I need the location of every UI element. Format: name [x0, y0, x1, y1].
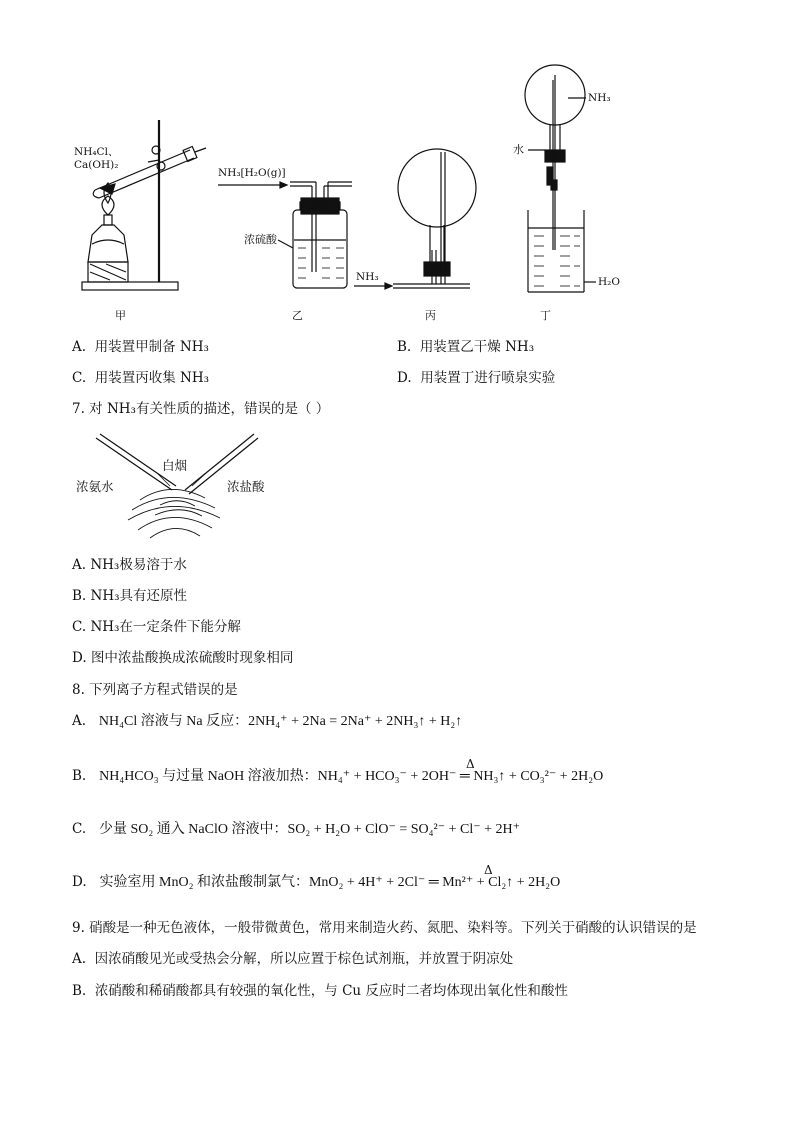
q9-option-b[interactable]: [72, 985, 568, 999]
caption-yi: 乙: [292, 309, 303, 322]
q7-option-b-letter: B.: [72, 588, 87, 604]
q7-option-d-text: 图中浓盐酸换成浓硫酸时现象相同: [90, 650, 294, 666]
yi-gas-label: NH₃[H₂O(g)]: [218, 167, 286, 179]
fig-smoke-label: 白烟: [162, 458, 188, 473]
ding-water-label: 水: [513, 143, 524, 156]
jia-reagent-label-2: Ca(OH)₂: [74, 159, 119, 171]
q9-option-a-text: 因浓硝酸见光或受热会分解，所以应置于棕色试剂瓶，并放置于阴凉处: [94, 951, 514, 967]
q8-option-c[interactable]: [72, 823, 520, 837]
q6-option-c-letter: C.: [72, 370, 87, 386]
q6-option-c-text: 用装置丙收集 NH₃: [94, 370, 210, 386]
q8-option-d-text: 实验室用 MnO₂ 和浓盐酸制氯气：MnO₂ + 4H⁺ + 2Cl⁻ ═ Mn²⁺ + Cl₂↑ + 2H₂O: [99, 875, 561, 890]
q6-option-b[interactable]: [397, 341, 534, 355]
q7-option-d[interactable]: [72, 652, 293, 666]
q7-option-d-letter: D.: [72, 650, 87, 666]
q8-option-a-text: NH₄Cl 溶液与 Na 反应：2NH₄⁺ + 2Na = 2Na⁺ + 2NH₃↑ + H₂↑: [98, 714, 463, 729]
yi-liquid-label: 浓硫酸: [244, 233, 277, 246]
caption-bing: 丙: [425, 309, 436, 322]
q8-option-b[interactable]: [72, 770, 603, 784]
q7-option-a-letter: A.: [72, 557, 87, 573]
q9-option-b-text: 浓硝酸和稀硝酸都具有较强的氧化性，与 Cu 反应时二者均体现出氧化性和酸性: [94, 983, 568, 999]
q6-option-b-text: 用装置乙干燥 NH₃: [419, 339, 535, 355]
q7-option-b-text: NH₃具有还原性: [90, 588, 188, 604]
q7-option-c[interactable]: [72, 621, 241, 635]
q6-option-d-text: 用装置丁进行喷泉实验: [420, 370, 556, 386]
caption-ding: 丁: [540, 309, 551, 322]
q7-option-a-text: NH₃极易溶于水: [90, 557, 187, 573]
q8-option-b-text: NH₄HCO₃ 与过量 NaOH 溶液加热：NH₄⁺ + HCO₃⁻ + 2OH⁻ ═ NH₃↑ + CO₃²⁻ + 2H₂O: [99, 769, 604, 784]
q8-option-a-letter: A.: [72, 713, 87, 729]
q9-option-a[interactable]: [72, 953, 513, 967]
q7-stem: 7. 对 NH₃有关性质的描述，错误的是（ ）: [72, 401, 330, 417]
q6-option-d[interactable]: [397, 372, 555, 386]
q8-d-delta-sign: Δ: [484, 863, 493, 877]
q8-option-d[interactable]: [72, 876, 560, 890]
q6-option-a-letter: A.: [72, 339, 87, 355]
q7-option-a[interactable]: [72, 559, 187, 573]
q9-stem: 9. 硝酸是一种无色液体，一般带微黄色，常用来制造火药、氮肥、染料等。下列关于硝酸的认识错误的是: [72, 920, 697, 936]
q6-option-c[interactable]: [72, 372, 209, 386]
q6-option-d-letter: D.: [397, 370, 412, 386]
q7-option-b[interactable]: [72, 590, 187, 604]
fig-hcl-label: 浓盐酸: [227, 479, 265, 494]
q9-option-a-letter: A.: [72, 951, 87, 967]
q8-option-a[interactable]: [72, 715, 462, 729]
q8-option-c-letter: C.: [72, 821, 87, 837]
q8-b-delta-sign: Δ: [466, 757, 475, 771]
q8-stem: 8. 下列离子方程式错误的是: [72, 682, 238, 698]
q8-option-b-letter: B.: [72, 768, 87, 784]
q7-option-c-text: NH₃在一定条件下能分解: [90, 619, 241, 635]
apparatus-figure: [0, 0, 794, 330]
q6-option-a-text: 用装置甲制备 NH₃: [94, 339, 209, 355]
ding-h2o-label: H₂O: [598, 276, 620, 288]
q8-option-d-letter: D.: [72, 874, 87, 890]
bing-gas-label: NH₃: [356, 271, 379, 283]
q8-option-c-text: 少量 SO₂ 通入 NaClO 溶液中：SO₂ + H₂O + ClO⁻ = SO₄²⁻ + Cl⁻ + 2H⁺: [99, 822, 521, 837]
jia-reagent-label-1: NH₄Cl、: [74, 146, 119, 158]
q6-option-a[interactable]: [72, 341, 209, 355]
q9-option-b-letter: B.: [72, 983, 87, 999]
fig-ammonia-label: 浓氨水: [76, 479, 114, 494]
q7-option-c-letter: C.: [72, 619, 87, 635]
q6-option-b-letter: B.: [397, 339, 412, 355]
ding-gas-label: NH₃: [588, 92, 611, 104]
caption-jia: 甲: [115, 309, 126, 322]
